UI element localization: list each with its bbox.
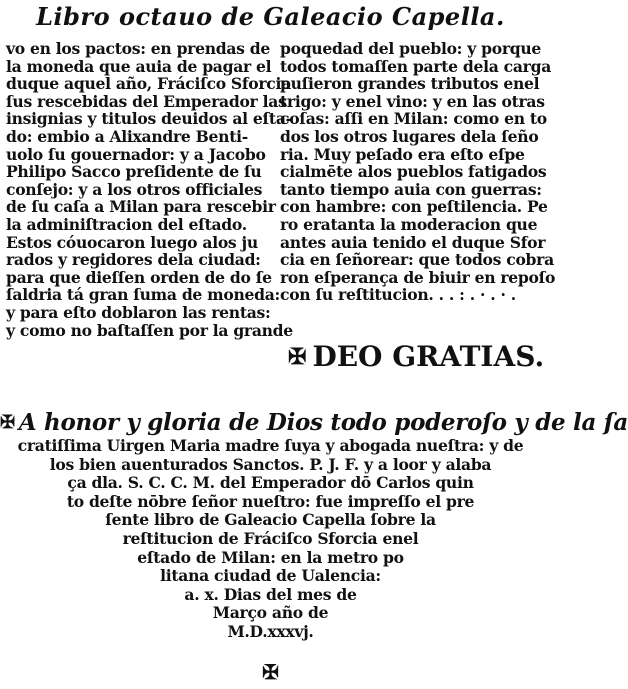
- text-line: cialmēte alos pueblos fatigados: [280, 162, 547, 182]
- text-line: Philipo Sacco preſidente de ſu: [6, 162, 262, 182]
- text-line: uolo ſu gouernador: y a Jacobo: [6, 144, 266, 164]
- text-line: dos los otros lugares dela ſeño: [280, 126, 539, 146]
- text-line: ron eſperança de biuir en repoſo: [280, 267, 556, 287]
- text-line: rados y regidores dela ciudad:: [6, 250, 261, 270]
- text-line: insignias y titulos deuidos al eſta-: [6, 109, 292, 129]
- colophon-line: to deſte nōbre ſeñor nueſtro: fue impreſſo el pre: [66, 491, 475, 511]
- colophon-line: a. x. Dias del mes de: [184, 584, 357, 604]
- text-line: con hambre: con peſtilencia. Pe: [280, 197, 548, 217]
- text-line: cia en ſeñorear: que todos cobra: [280, 250, 554, 270]
- text-line: trigo: y enel vino: y en las otras: [280, 91, 545, 111]
- text-line: coſas: aſſi en Milan: como en to: [280, 109, 547, 129]
- text-line: vo en los pactos: en prendas de: [6, 39, 270, 58]
- colophon-line: ſente libro de Galeacio Capella ſobre la: [105, 510, 436, 530]
- colophon-line: reſtitucion de Fráciſco Sforcia enel: [122, 528, 419, 548]
- text-line: ſus rescebidas del Emperador las: [6, 91, 287, 111]
- colophon-first-line: [0, 408, 628, 437]
- colophon-line: Março año de: [212, 603, 329, 623]
- right-text-column: [280, 39, 556, 305]
- colophon-date: M.D.xxxvj.: [227, 621, 314, 641]
- colophon-line: ça dla. S. C. C. M. del Emperador dō Carlos quin: [67, 473, 474, 493]
- text-line: de ſu caſa a Milan para rescebir: [6, 197, 276, 217]
- colophon: [0, 408, 628, 642]
- text-line: la moneda que auia de pagar el: [6, 56, 272, 76]
- deo-gratias-text: DEO GRATIAS.: [312, 340, 545, 373]
- text-line: ſaldria tá gran ſuma de moneda:: [6, 285, 280, 305]
- cross-icon: ✠: [0, 412, 15, 433]
- text-line: la adminiſtracion del eſtado.: [6, 214, 247, 234]
- text-line: con ſu reſtitucion. . . : . · . · .: [280, 285, 516, 305]
- text-line: y para eſto doblaron las rentas:: [6, 302, 271, 322]
- colophon-line: los bien auenturados Sanctos. P. J. F. y a loor y alaba: [49, 454, 492, 474]
- text-line: tanto tiempo auia con guerras:: [280, 179, 542, 199]
- text-line: poquedad del pueblo: y porque: [280, 39, 542, 58]
- text-line: ria. Muy peſado era eſto eſpe: [280, 144, 525, 164]
- text-line: y como no baſtaſſen por la grande: [6, 320, 293, 340]
- text-line: ro eratanta la moderacion que: [280, 214, 538, 234]
- colophon-first-line-text: A honor y gloria de Dios todo poderoſo y de la ſa: [18, 409, 628, 436]
- text-line: antes auia tenido el duque Sfor: [280, 232, 546, 252]
- colophon-line: litana ciudad de Ualencia:: [160, 566, 381, 586]
- cross-icon: ✠: [262, 660, 279, 684]
- colophon-line: cratiſſima Uirgen Maria madre ſuya y abogada nueſtra: y de: [17, 436, 524, 455]
- text-line: Estos cóuocaron luego alos ju: [6, 232, 258, 252]
- text-line: todos tomaſſen parte dela carga: [280, 56, 552, 76]
- running-head: Libro octauo de Galeacio Capella.: [36, 2, 505, 31]
- text-line: para que dieſſen orden de do ſe: [6, 267, 272, 287]
- text-line: conſejo: y a los otros officiales: [6, 179, 263, 199]
- text-line: duque aquel año, Fráciſco Sforcia: [6, 74, 291, 94]
- deo-gratias: [288, 340, 545, 373]
- left-text-column: [6, 39, 293, 340]
- colophon-line: eſtado de Milan: en la metro po: [137, 547, 404, 567]
- cross-icon: ✠: [288, 344, 307, 370]
- text-line: puſieron grandes tributos enel: [280, 74, 540, 94]
- text-line: do: embio a Alixandre Benti-: [6, 126, 248, 146]
